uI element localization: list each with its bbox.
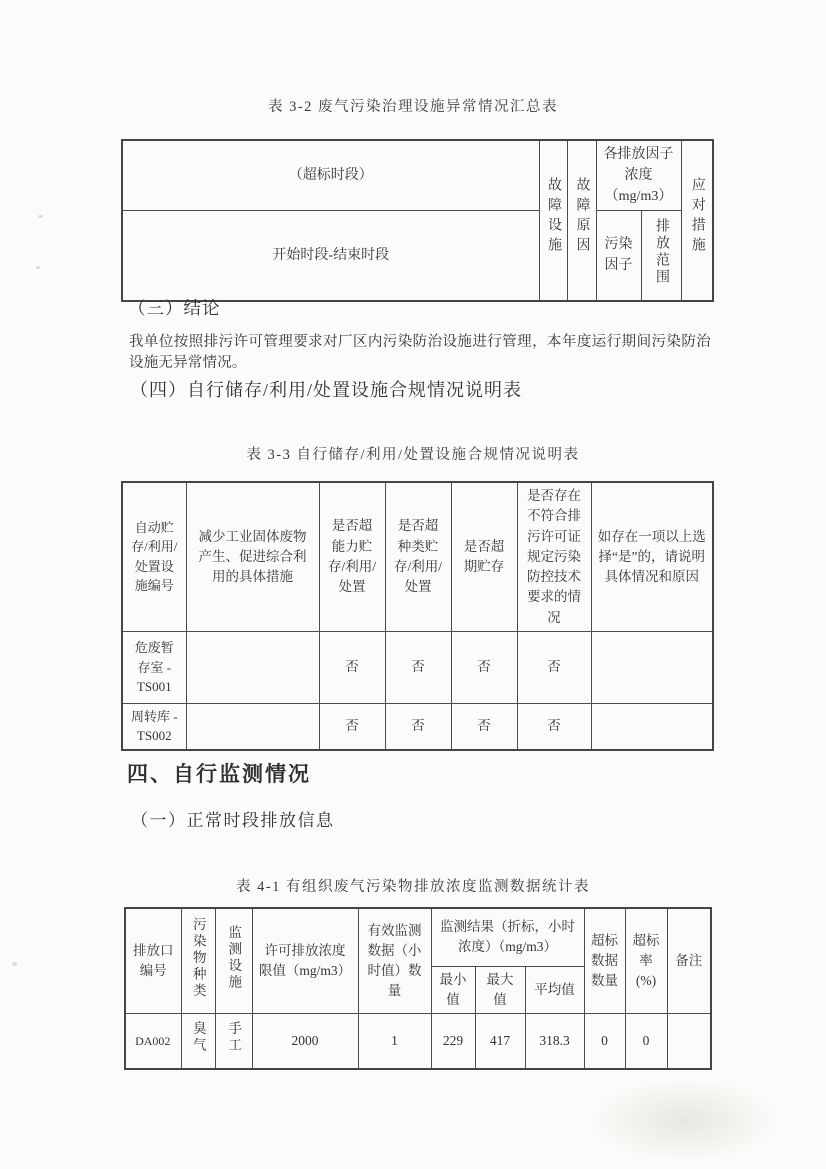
monitoring-facility-label: 监测设施	[226, 924, 242, 991]
reduction-measures-header: 减少工业固体废物产生、促进综合利用的具体措施	[186, 482, 319, 631]
outlet-id-header: 排放口编号	[125, 908, 181, 1014]
exceed-count-header: 超标数据数量	[584, 908, 625, 1014]
emission-range-header	[641, 211, 681, 301]
max-value-header: 最大值	[475, 966, 525, 1014]
exceed-count-cell: 0	[584, 1014, 625, 1069]
pollutant-type-label: 污染物种类	[190, 916, 206, 1000]
scan-artifact	[38, 215, 43, 218]
fault-reason-header	[567, 140, 596, 301]
valid-data-count-cell: 1	[358, 1014, 431, 1069]
over-period-cell: 否	[451, 703, 517, 750]
reduction-measures-cell	[186, 703, 319, 750]
pollutant-factor-header: 污染因子	[596, 211, 641, 301]
facility-id-header: 自动贮存/利用/处置设施编号	[122, 482, 186, 631]
scan-artifact	[36, 266, 40, 269]
non-compliance-header: 是否存在不符合排污许可证规定污染防控技术要求的情况	[517, 482, 591, 631]
non-compliance-cell: 否	[517, 703, 591, 750]
conclusion-heading: （三）结论	[128, 298, 221, 318]
table-3-2	[121, 139, 714, 302]
permitted-limit-cell: 2000	[252, 1014, 358, 1069]
over-capacity-cell: 否	[319, 703, 385, 750]
over-capacity-header: 是否超能力贮存/利用/处置	[319, 482, 385, 631]
pollutant-type-value: 臭气	[190, 1021, 206, 1055]
reduction-measures-cell	[186, 631, 319, 703]
monitoring-facility-cell	[215, 1014, 252, 1069]
max-value-cell: 417	[475, 1014, 525, 1069]
over-type-cell: 否	[385, 703, 451, 750]
exceed-period-header: （超标时段）	[122, 140, 539, 211]
facility-id-cell: 周转库 - TS002	[122, 703, 186, 750]
non-compliance-cell: 否	[517, 631, 591, 703]
over-period-header: 是否超期贮存	[451, 482, 517, 631]
table-4-1-title: 表 4-1 有组织废气污染物排放浓度监测数据统计表	[235, 879, 591, 895]
remark-header: 备注	[667, 908, 711, 1014]
monitoring-section-heading: 四、自行监测情况	[127, 763, 311, 786]
table-4-1	[124, 907, 712, 1070]
explanation-cell	[591, 631, 713, 703]
conclusion-paragraph: 我单位按照排污许可管理要求对厂区内污染防治设施进行管理，本年度运行期间污染防治设施无异常情况。	[129, 334, 711, 371]
valid-data-count-header: 有效监测数据（小时值）数量	[358, 908, 431, 1014]
over-period-cell: 否	[451, 631, 517, 703]
pollutant-type-cell	[181, 1014, 215, 1069]
period-cell: 开始时段-结束时段	[122, 211, 539, 301]
exceed-rate-header: 超标率(%)	[625, 908, 667, 1014]
response-measures-header	[681, 140, 713, 301]
emission-range-label: 排放范围	[654, 217, 669, 286]
scan-smudge	[590, 1078, 780, 1163]
min-value-header: 最小值	[431, 966, 475, 1014]
over-capacity-cell: 否	[319, 631, 385, 703]
min-value-cell: 229	[431, 1014, 475, 1069]
monitoring-facility-value: 手工	[226, 1021, 242, 1055]
normal-period-subheading: （一）正常时段排放信息	[131, 811, 335, 830]
monitoring-facility-header	[215, 908, 252, 1014]
explanation-header: 如存在一项以上选择“是”的，请说明具体情况和原因	[591, 482, 713, 631]
avg-value-header: 平均值	[525, 966, 584, 1014]
result-group-header: 监测结果（折标，小时浓度）（mg/m3）	[431, 908, 584, 966]
remark-cell	[667, 1014, 711, 1069]
fault-facility-header	[539, 140, 567, 301]
facility-id-cell: 危废暂存室 - TS001	[122, 631, 186, 703]
pollutant-type-header	[181, 908, 215, 1014]
table-3-3-title: 表 3-3 自行储存/利用/处置设施合规情况说明表	[246, 447, 580, 463]
scan-artifact	[12, 962, 17, 966]
permitted-limit-header: 许可排放浓度限值（mg/m3）	[252, 908, 358, 1014]
exceed-rate-cell: 0	[625, 1014, 667, 1069]
avg-value-cell: 318.3	[525, 1014, 584, 1069]
response-measures-label: 应对措施	[689, 176, 705, 257]
over-type-cell: 否	[385, 631, 451, 703]
fault-facility-label: 故障设施	[546, 176, 561, 257]
storage-section-heading: （四）自行储存/利用/处置设施合规情况说明表	[130, 380, 522, 400]
table-3-3	[121, 481, 714, 751]
fault-reason-label: 故障原因	[574, 176, 590, 257]
table-3-2-title: 表 3-2 废气污染治理设施异常情况汇总表	[267, 99, 559, 115]
outlet-id-cell: DA002	[125, 1014, 181, 1069]
over-type-header: 是否超种类贮存/利用/处置	[385, 482, 451, 631]
explanation-cell	[591, 703, 713, 750]
factor-group-header: 各排放因子浓度（mg/m3）	[596, 140, 681, 211]
